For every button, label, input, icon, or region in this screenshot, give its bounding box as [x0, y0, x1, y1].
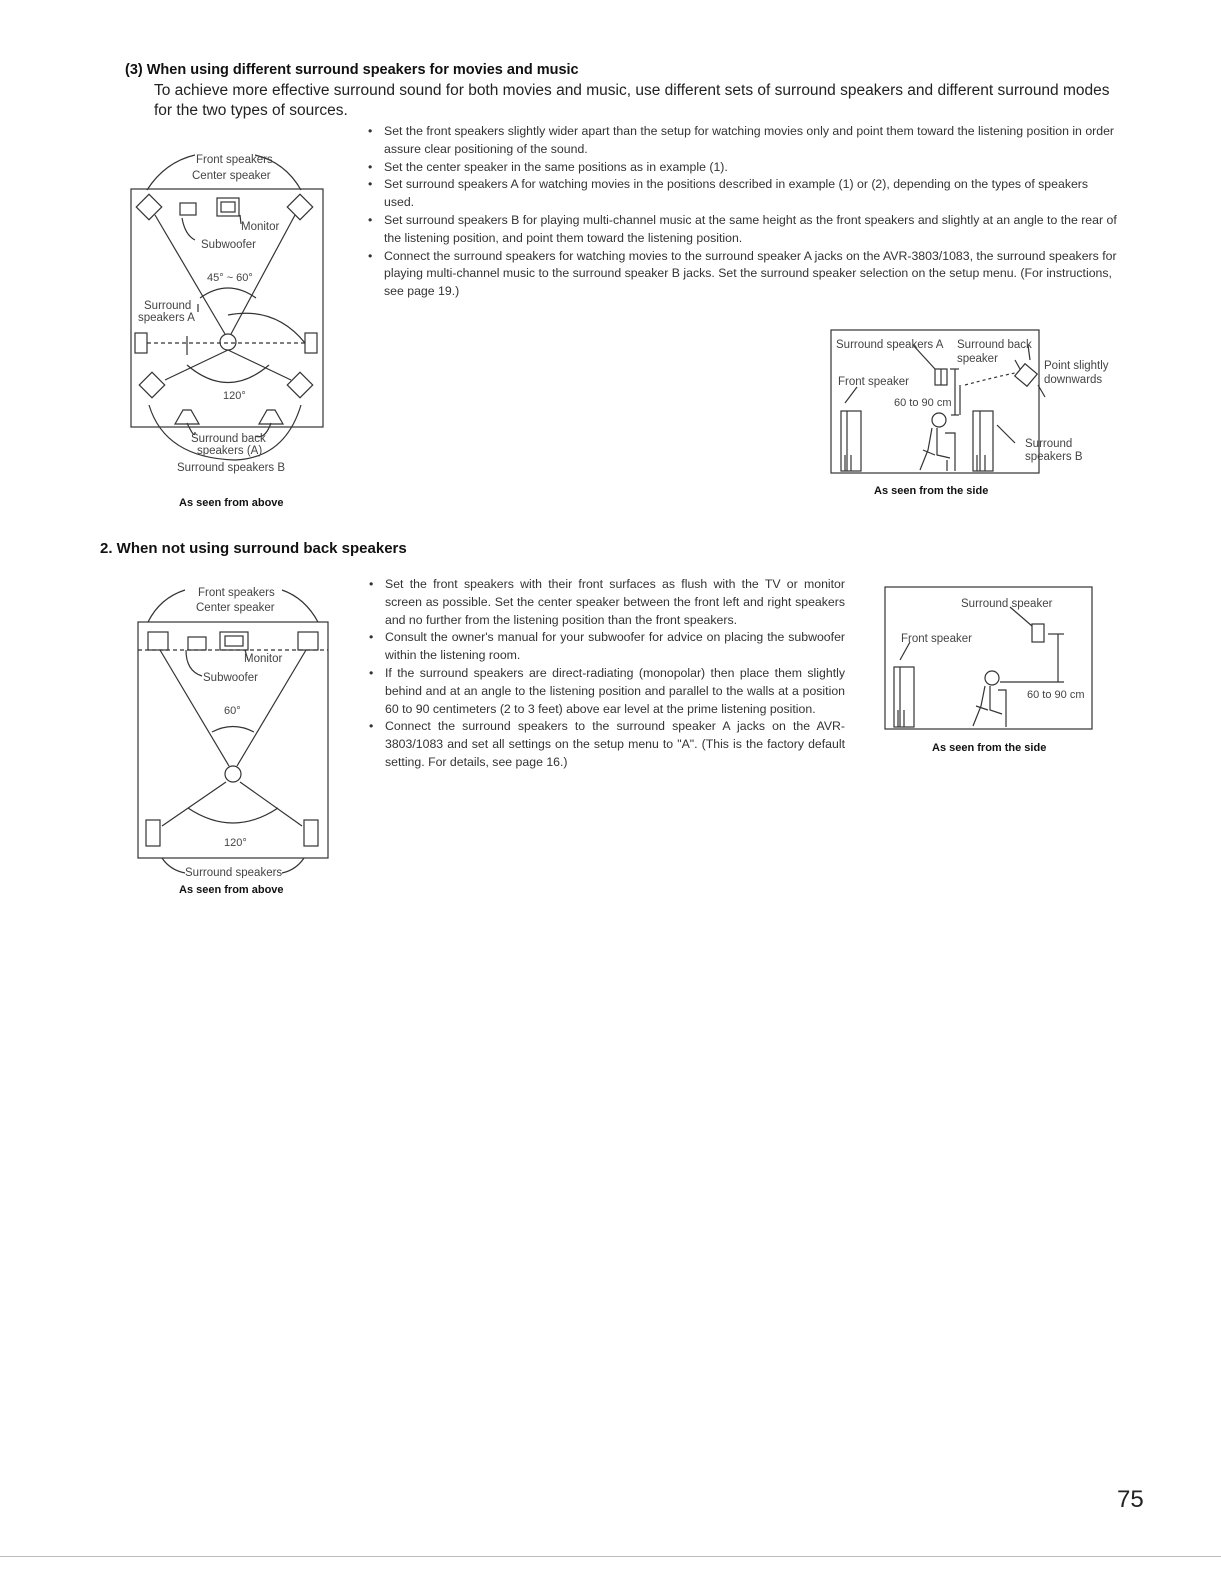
surround-b-right	[287, 372, 312, 397]
front-left-speaker	[136, 194, 161, 219]
label-surround-a: Surround speakers A	[836, 339, 944, 351]
monitor	[220, 632, 248, 650]
surround-speaker	[1032, 624, 1044, 642]
front-arc-left	[148, 590, 185, 622]
label-surround-back-2: speakers (A)	[197, 445, 263, 457]
monitor-screen	[225, 636, 243, 646]
label-subwoofer: Subwoofer	[203, 672, 258, 684]
section2-top-view-diagram	[130, 576, 340, 878]
label-surround-b: Surround speakers B	[177, 462, 286, 474]
label-subwoofer: Subwoofer	[201, 239, 256, 251]
listener-body	[920, 428, 950, 470]
list-item: • Connect the surround speakers to the surround speaker A jacks on the AVR-3803/1083 and set all settings on the setup menu to "A". (This is the factory default setting. For details, see page 16.)	[369, 718, 845, 771]
list-item: • Connect the surround speakers for watching movies to the surround speaker A jacks on the AVR-3803/1083, the surround speakers for playing multi-channel music to the surround speaker B jacks. Set the surround speaker selection on the setup menu. (For instructions, see page 19.)	[368, 248, 1119, 301]
front-left-speaker	[148, 632, 168, 650]
section3-intro: To achieve more effective surround sound for both movies and music, use different sets of surround speakers and different surround modes for the two types of sources.	[154, 82, 1110, 119]
section3-bullet-list	[368, 123, 1119, 301]
label-height: 60 to 90 cm	[1027, 689, 1085, 701]
rear-arc-left	[162, 858, 185, 873]
surround-left	[146, 820, 160, 846]
label-monitor: Monitor	[241, 221, 280, 233]
section3-top-caption: As seen from above	[179, 497, 284, 509]
section3-side-caption: As seen from the side	[874, 485, 989, 497]
label-surround-back-1: Surround back	[191, 433, 266, 445]
bottom-divider	[0, 1556, 1221, 1557]
center-speaker	[180, 203, 196, 215]
surround-b-left	[139, 372, 164, 397]
label-surround-a-2: speakers A	[138, 312, 195, 324]
surround-back-right	[259, 410, 283, 424]
label-surround-speaker: Surround speaker	[961, 598, 1053, 610]
page-number: 75	[1117, 1486, 1144, 1513]
section3-heading: (3) When using different surround speakers for movies and music	[125, 62, 579, 78]
label-center-speaker: Center speaker	[192, 170, 271, 182]
label-surround-back-1: Surround back	[957, 339, 1032, 351]
surround-right	[304, 820, 318, 846]
listener-head	[932, 413, 946, 427]
chair	[998, 690, 1006, 727]
list-item: • Consult the owner's manual for your subwoofer for advice on placing the subwoofer within the listening room.	[369, 629, 845, 665]
label-surround-back-2: speaker	[957, 353, 998, 365]
center-speaker	[188, 637, 206, 650]
label-front-speakers: Front speakers	[198, 587, 275, 599]
monitor-screen	[221, 202, 235, 212]
list-item: • Set surround speakers B for playing multi-channel music at the same height as the front speakers and slightly at an angle to the rear of the listening position, and point them toward the listening position.	[368, 212, 1119, 248]
listener-body	[973, 686, 1002, 726]
front-right-speaker	[298, 632, 318, 650]
list-item: • Set the front speakers with their front surfaces as flush with the TV or monitor screen as possible. Set the center speaker between the front left and right speakers and no further from the listening position than the front speakers.	[369, 576, 845, 629]
label-surround: Surround speakers	[185, 867, 283, 878]
label-surround-a-1: Surround	[144, 300, 192, 312]
section2-heading: 2. When not using surround back speakers	[100, 540, 407, 557]
surround-a-left	[135, 333, 147, 353]
label-surround-b-2: speakers B	[1025, 451, 1083, 463]
listener-head	[220, 334, 236, 350]
section2-side-view-diagram	[880, 582, 1098, 732]
label-point-2: downwards	[1044, 374, 1103, 386]
section3-side-view-diagram	[825, 325, 1125, 480]
label-surround-b-1: Surround	[1025, 438, 1073, 450]
section2-bullet-list	[369, 576, 845, 772]
surround-b-speaker	[973, 411, 993, 471]
surround-a-right	[305, 333, 317, 353]
list-item: • Set surround speakers A for watching movies in the positions described in example (1) or (2), depending on the types of speakers used.	[368, 176, 1119, 212]
label-point-1: Point slightly	[1044, 360, 1109, 372]
listener-head	[985, 671, 999, 685]
label-height: 60 to 90 cm	[894, 397, 952, 409]
label-monitor: Monitor	[244, 653, 283, 665]
list-item: • Set the center speaker in the same positions as in example (1).	[368, 159, 1119, 177]
section2-side-caption: As seen from the side	[932, 742, 1047, 754]
list-item: • If the surround speakers are direct-radiating (monopolar) then place them slightly behind and at an angle to the listening position and parallel to the walls at a position 60 to 90 centimeters (2 to 3 feet) above ear level at the prime listening position.	[369, 665, 845, 718]
front-right-speaker	[287, 194, 312, 219]
label-angle-front: 60°	[224, 705, 241, 717]
front-arc-left	[147, 155, 195, 190]
label-angle-rear: 120°	[223, 390, 246, 402]
label-center-speaker: Center speaker	[196, 602, 275, 614]
section2-top-caption: As seen from above	[179, 884, 284, 896]
front-arc-right	[282, 590, 318, 622]
rear-arc-right	[282, 858, 304, 873]
listener-head	[225, 766, 241, 782]
chair	[945, 433, 955, 471]
label-angle-front: 45° ~ 60°	[207, 272, 253, 284]
surround-back-left	[175, 410, 199, 424]
monitor	[217, 198, 239, 216]
list-item: • Set the front speakers slightly wider apart than the setup for watching movies only and point them toward the listening position in order assure clear positioning of the sound.	[368, 123, 1119, 159]
label-front-speakers: Front speakers	[196, 154, 273, 166]
label-angle-rear: 120°	[224, 837, 247, 849]
section3-top-view-diagram	[125, 140, 345, 485]
surround-back-speaker	[1015, 364, 1038, 387]
label-front-speaker: Front speaker	[838, 376, 909, 388]
label-front-speaker: Front speaker	[901, 633, 972, 645]
